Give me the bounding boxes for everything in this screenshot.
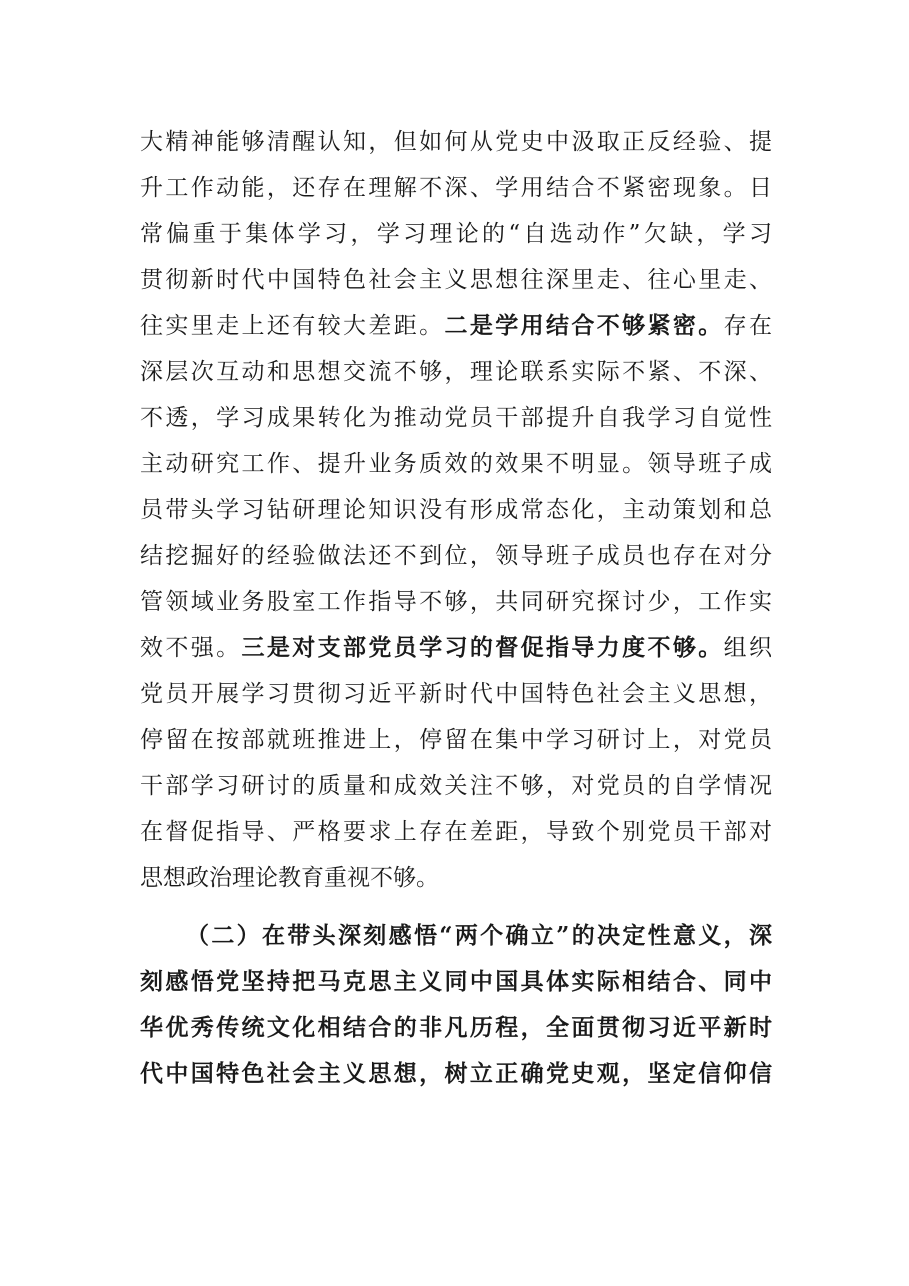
body-text: 往实里走上还有较大差距。 bbox=[140, 313, 445, 339]
paragraph-line-mixed bbox=[140, 303, 772, 349]
document-body bbox=[140, 119, 772, 1097]
heading-line: 华优秀传统文化相结合的非凡历程，全面贯彻习近平新时 bbox=[140, 1014, 772, 1041]
paragraph-problems bbox=[140, 119, 772, 901]
paragraph-line: 常偏重于集体学习，学习理论的“自选动作”欠缺，学习 bbox=[140, 221, 772, 247]
paragraph-line: 停留在按部就班推进上，停留在集中学习研讨上，对党员 bbox=[140, 727, 772, 753]
paragraph-line: 贯彻新时代中国特色社会主义思想往深里走、往心里走、 bbox=[140, 267, 772, 293]
section-heading-two bbox=[140, 913, 772, 1097]
paragraph-line: 大精神能够清醒认知，但如何从党史中汲取正反经验、提 bbox=[140, 129, 772, 155]
body-text: 效不强。 bbox=[140, 635, 242, 661]
paragraph-line: 深层次互动和思想交流不够，理论联系实际不紧、不深、 bbox=[140, 359, 772, 385]
heading-line: （二）在带头深刻感悟“两个确立”的决定性意义，深 bbox=[186, 922, 772, 949]
paragraph-line: 干部学习研讨的质量和成效关注不够，对党员的自学情况 bbox=[140, 773, 772, 799]
paragraph-line-mixed bbox=[140, 625, 772, 671]
heading-line: 代中国特色社会主义思想，树立正确党史观，坚定信仰信 bbox=[140, 1060, 772, 1087]
paragraph-line: 党员开展学习贯彻习近平新时代中国特色社会主义思想， bbox=[140, 681, 772, 707]
body-text: 存在 bbox=[723, 313, 772, 339]
paragraph-line-last: 思想政治理论教育重视不够。 bbox=[140, 865, 439, 891]
bold-heading-two: 二是学用结合不够紧密。 bbox=[444, 312, 724, 339]
paragraph-line: 升工作动能，还存在理解不深、学用结合不紧密现象。日 bbox=[140, 175, 772, 201]
paragraph-line: 在督促指导、严格要求上存在差距，导致个别党员干部对 bbox=[140, 819, 772, 845]
paragraph-line: 主动研究工作、提升业务质效的效果不明显。领导班子成 bbox=[140, 451, 772, 477]
paragraph-line: 不透，学习成果转化为推动党员干部提升自我学习自觉性 bbox=[140, 405, 772, 431]
heading-line: 刻感悟党坚持把马克思主义同中国具体实际相结合、同中 bbox=[140, 968, 772, 995]
paragraph-spacer bbox=[140, 901, 772, 913]
bold-heading-three: 三是对支部党员学习的督促指导力度不够。 bbox=[241, 634, 724, 661]
paragraph-line: 结挖掘好的经验做法还不到位，领导班子成员也存在对分 bbox=[140, 543, 772, 569]
paragraph-line: 员带头学习钻研理论知识没有形成常态化，主动策划和总 bbox=[140, 497, 772, 523]
paragraph-line: 管领域业务股室工作指导不够，共同研究探讨少，工作实 bbox=[140, 589, 772, 615]
body-text: 组织 bbox=[723, 635, 772, 661]
